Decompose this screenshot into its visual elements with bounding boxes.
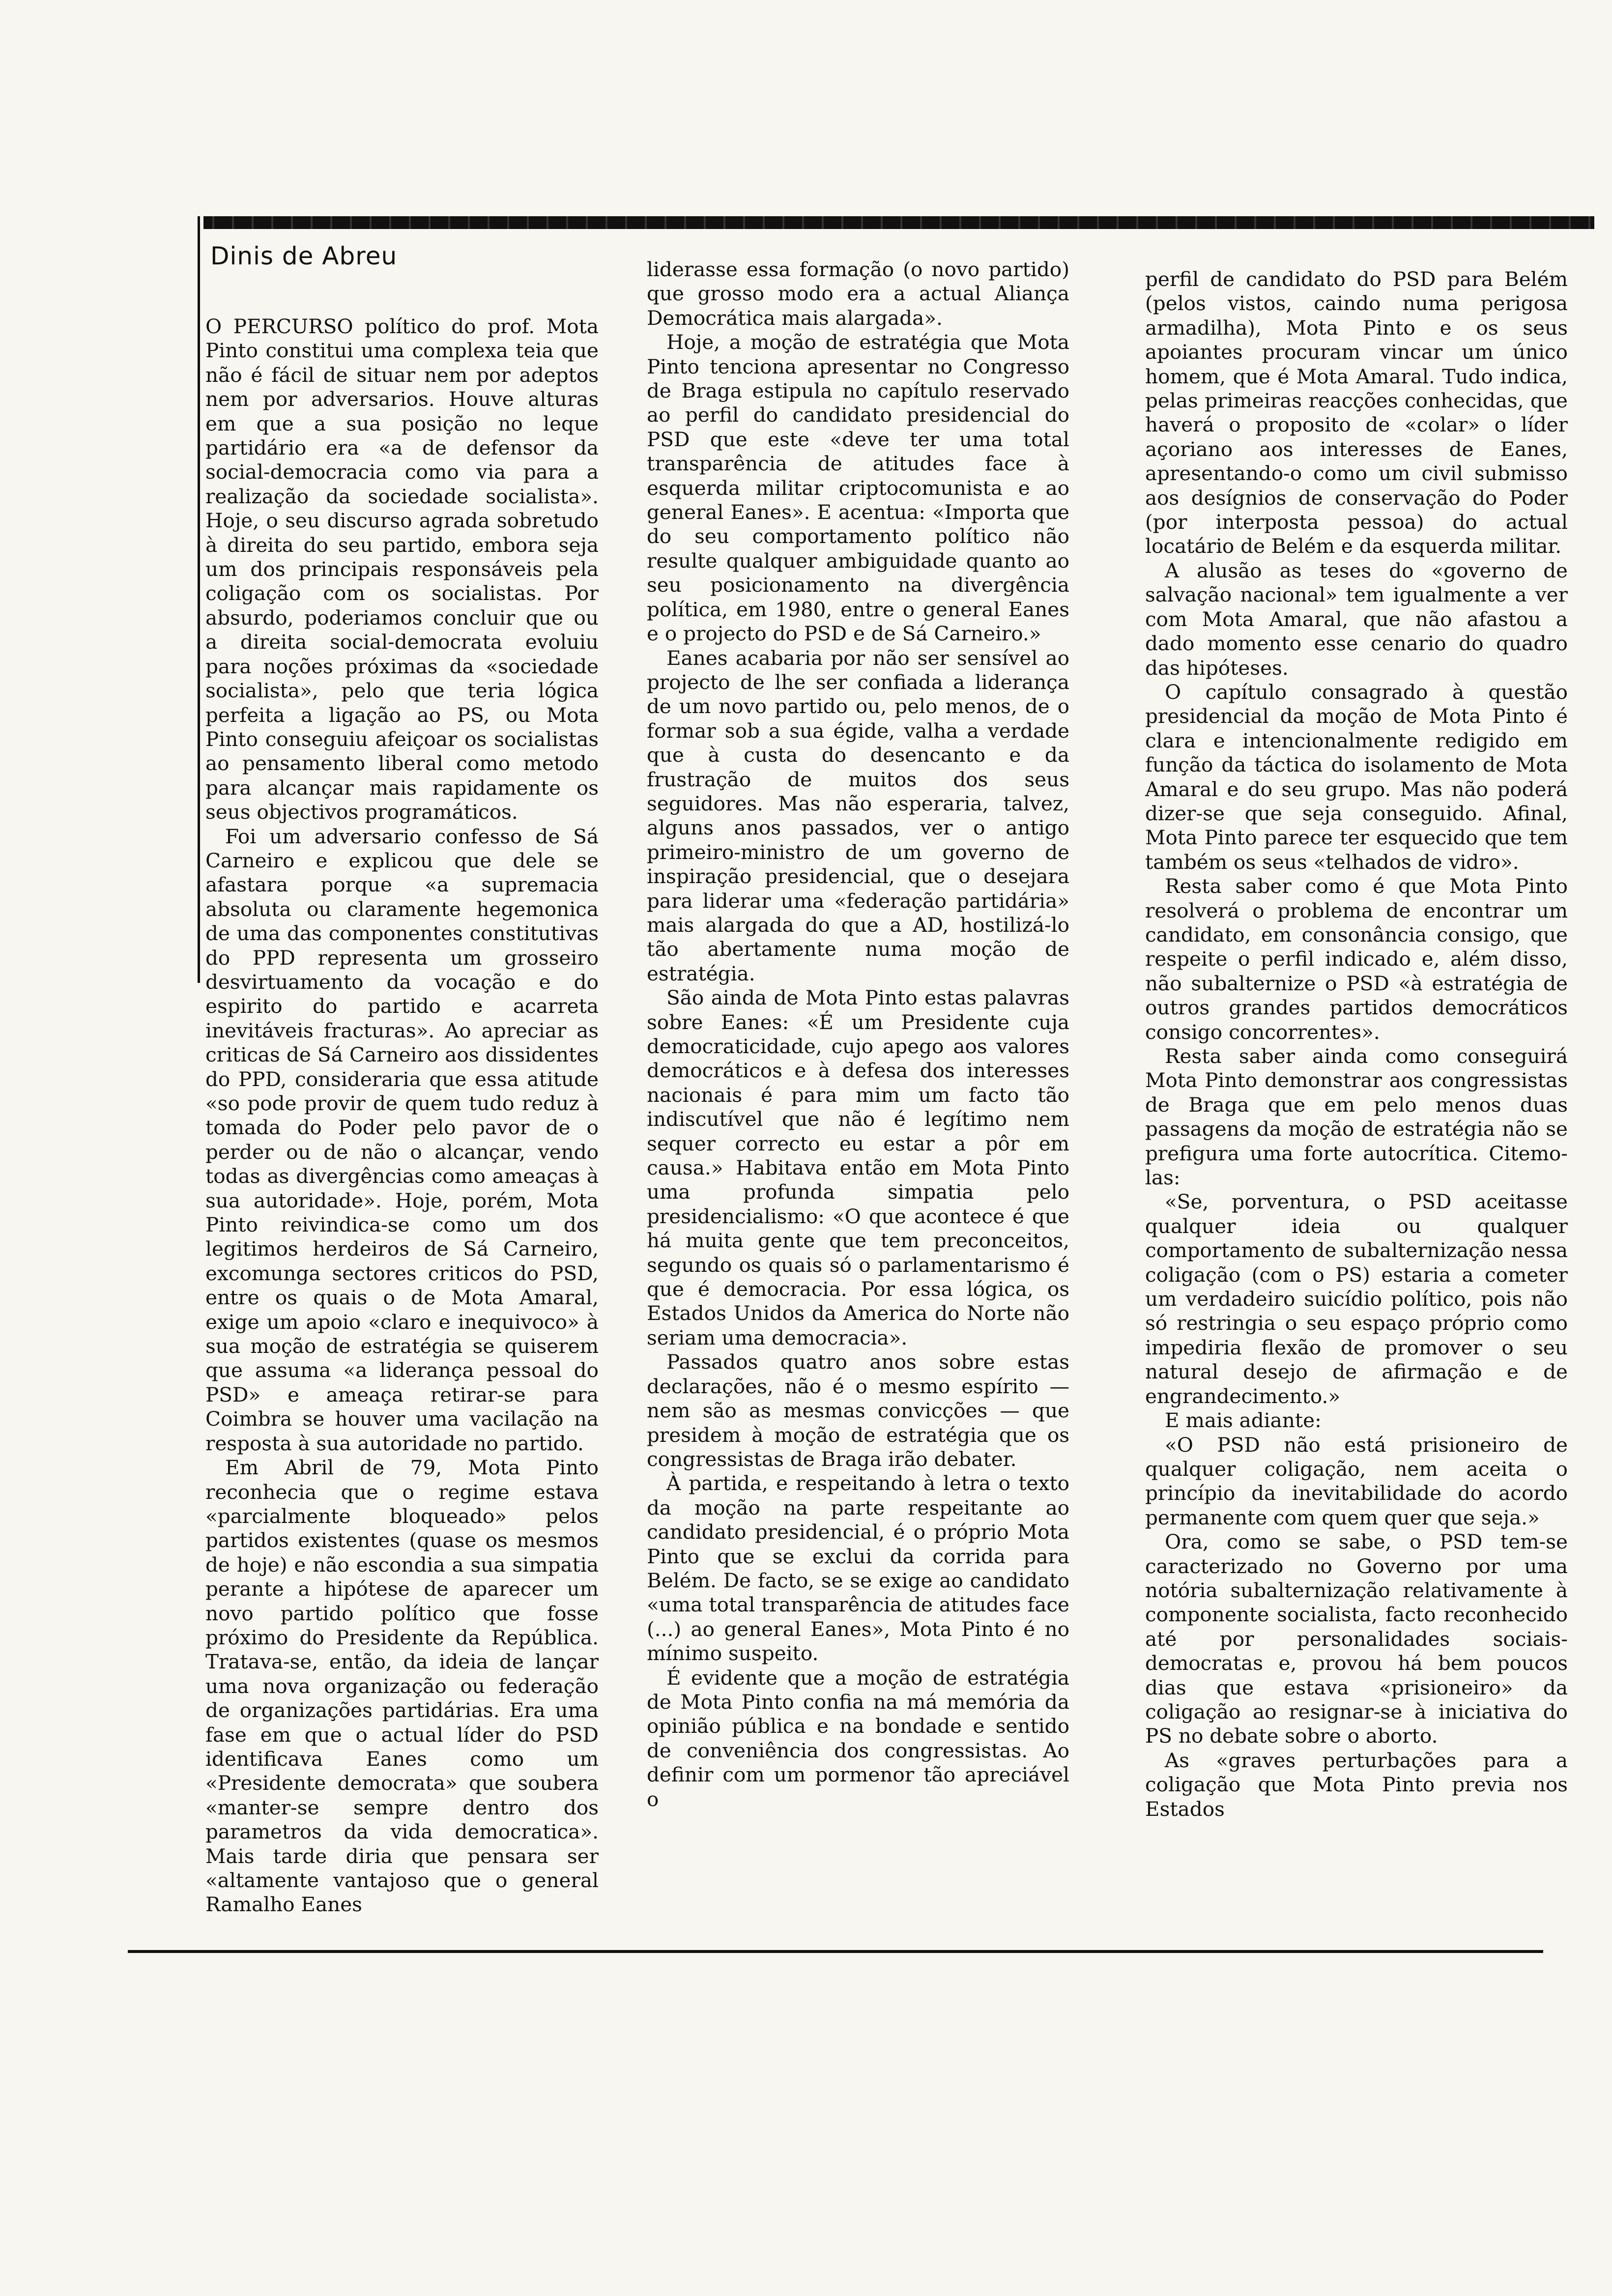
paragraph: Eanes acabaria por não ser sensível ao projecto de lhe ser confiada a liderança de um novo partido ou, pelo menos, de o formar sob a sua égide, valha a verdade que à custa do desencanto e da frustração de muitos dos seus seguidores. Mas não esperaria, talvez, alguns anos passados, ver o antigo primeiro-ministro de um governo de inspiração presidencial, que o desejara para liderar uma «federação partidária» mais alargada do que a AD, hostilizá-lo tão abertamente numa moção de estratégia. <box>647 646 1069 985</box>
top-rule <box>203 216 1594 229</box>
paragraph: As «graves perturbações para a coligação que Mota Pinto previa nos Estados <box>1145 1748 1568 1821</box>
paragraph: Passados quatro anos sobre estas declarações, não é o mesmo espírito — nem são as mesmas convicções — que presidem à moção de estratégia que os congressistas de Braga irão debater. <box>647 1350 1069 1471</box>
paragraph: Resta saber ainda como conseguirá Mota Pinto demonstrar aos congressistas de Braga que em pelo menos duas passagens da moção de estratégia não se prefigura uma forte autocrítica. Citemo-las: <box>1145 1044 1568 1190</box>
bottom-rule <box>128 1950 1543 1953</box>
paragraph: E mais adiante: <box>1165 1408 1322 1433</box>
paragraph: É evidente que a moção de estratégia de Mota Pinto confia na má memória da opinião pública e na bondade e sentido de conveniência dos congressistas. Ao definir com um pormenor tão apreciável o <box>647 1665 1069 1811</box>
paragraph: Ora, como se sabe, o PSD tem-se caracterizado no Governo por uma notória subalternização relativamente à componente socialista, facto reconhecido até por personalidades sociais-democratas e, provou há bem poucos dias que estava «prisioneiro» da coligação ao resignar-se à iniciativa do PS no debate sobre o aborto. <box>1145 1530 1568 1748</box>
paragraph: «Se, porventura, o PSD aceitasse qualquer ideia ou qualquer comportamento de subalternização nessa coligação (com o PS) estaria a cometer um verdadeiro suicídio político, pois não só restringia o seu espaço próprio como impediria flexão de promover o seu natural desejo de afirmação e de engrandecimento.» <box>1145 1190 1568 1408</box>
column-2 <box>647 258 1069 1811</box>
left-column-rule <box>198 216 200 983</box>
paragraph: Em Abril de 79, Mota Pinto reconhecia que o regime estava «parcialmente bloqueado» pelos partidos existentes (quase os mesmos de hoje) e não escondia a sua simpatia perante a hipótese de aparecer um novo partido político que fosse próximo do Presidente da República. Tratava-se, então, da ideia de lançar uma nova organização ou federação de organizações partidárias. Era uma fase em que o actual líder do PSD identificava Eanes como um «Presidente democrata» que soubera «manter-se sempre dentro dos parametros da vida democratica». Mais tarde diria que pensara ser «altamente vantajoso que o general Ramalho Eanes <box>205 1456 599 1917</box>
paragraph: Hoje, a moção de estratégia que Mota Pinto tenciona apresentar no Congresso de Braga estipula no capítulo reservado ao perfil do candidato presidencial do PSD que este «deve ter uma total transparência de atitudes face à esquerda militar criptocomunista e ao general Eanes». E acentua: «Importa que do seu comportamento político não resulte qualquer ambiguidade quanto ao seu posicionamento na divergência política, em 1980, entre o general Eanes e o projecto do PSD e de Sá Carneiro.» <box>647 330 1069 646</box>
paragraph: O PERCURSO político do prof. Mota Pinto constitui uma complexa teia que não é fácil de situar nem por adeptos nem por adversarios. Houve alturas em que a sua posição no leque partidário era «a de defensor da social-democracia como via para a realização da sociedade socialista». Hoje, o seu discurso agrada sobretudo à direita do seu partido, embora seja um dos principais responsáveis pela coligação com os socialistas. Por absurdo, poderiamos concluir que ou a direita social-democrata evoluiu para noções próximas da «sociedade socialista», pelo que teria lógica perfeita a ligação ao PS, ou Mota Pinto conseguiu afeiçoar os socialistas ao pensamento liberal como metodo para alcançar mais rapidamente os seus objectivos programáticos. <box>205 315 599 824</box>
paragraph: liderasse essa formação (o novo partido) que grosso modo era a actual Aliança Democrática mais alargada». <box>647 258 1069 330</box>
paragraph: Resta saber como é que Mota Pinto resolverá o problema de encontrar um candidato, em consonância consigo, que respeite o perfil indicado e, além disso, não subalternize o PSD «à estratégia de outros grandes partidos democráticos consigo concorrentes». <box>1145 874 1568 1044</box>
column-3 <box>1145 267 1568 1821</box>
paragraph: «O PSD não está prisioneiro de qualquer coligação, nem aceita o princípio da inevitabilidade do acordo permanente com quem quer que seja.» <box>1145 1433 1568 1529</box>
paragraph: À partida, e respeitando à letra o texto da moção na parte respeitante ao candidato presidencial, é o próprio Mota Pinto que se exclui da corrida para Belém. De facto, se se exige ao candidato «uma total transparência de atitudes face (...) ao general Eanes», Mota Pinto é no mínimo suspeito. <box>647 1471 1069 1665</box>
paragraph: perfil de candidato do PSD para Belém (pelos vistos, caindo numa perigosa armadilha), Mota Pinto e os seus apoiantes procuram vincar um único homem, que é Mota Amaral. Tudo indica, pelas primeiras reacções conhecidas, que haverá o proposito de «colar» o líder açoriano aos interesses de Eanes, apresentando-o como um civil submisso aos desígnios de conservação do Poder (por interposta pessoa) do actual locatário de Belém e da esquerda militar. <box>1145 267 1568 558</box>
paragraph: O capítulo consagrado à questão presidencial da moção de Mota Pinto é clara e intencionalmente redigido em função da táctica do isolamento de Mota Amaral e do seu grupo. Mas não poderá dizer-se que seja conseguido. Afinal, Mota Pinto parece ter esquecido que tem também os seus «telhados de vidro». <box>1145 680 1568 874</box>
paragraph: A alusão as teses do «governo de salvação nacional» tem igualmente a ver com Mota Amaral, que não afastou a dado momento esse cenario do quadro das hipóteses. <box>1145 558 1568 680</box>
byline: Dinis de Abreu <box>210 242 398 270</box>
paragraph: São ainda de Mota Pinto estas palavras sobre Eanes: «É um Presidente cuja democraticidade, cujo apego aos valores democráticos e à defesa dos interesses nacionais é para mim um facto tão indiscutível que não é legítimo nem sequer correcto eu estar a pôr em causa.» Habitava então em Mota Pinto uma profunda simpatia pelo presidencialismo: «O que acontece é que há muita gente que tem preconceitos, segundo os quais só o parlamentarismo é que é democracia. Por essa lógica, os Estados Unidos da America do Norte não seriam uma democracia». <box>647 986 1069 1349</box>
paragraph: Foi um adversario confesso de Sá Carneiro e explicou que dele se afastara porque «a supremacia absoluta ou claramente hegemonica de uma das componentes constitutivas do PPD representa um grosseiro desvirtuamento da vocação e do espirito do partido e acarreta inevitáveis fracturas». Ao apreciar as criticas de Sá Carneiro aos dissidentes do PPD, consideraria que essa atitude «so pode provir de quem tudo reduz à tomada do Poder pelo pavor de o perder ou de não o alcançar, vendo todas as divergências como ameaças à sua autoridade». Hoje, porém, Mota Pinto reivindica-se como um dos legitimos herdeiros de Sá Carneiro, excomunga sectores criticos do PSD, entre os quais o de Mota Amaral, exige um apoio «claro e inequivoco» à sua moção de estratégia se quiserem que assuma «a liderança pessoal do PSD» e ameaça retirar-se para Coimbra se houver uma vacilação na resposta à sua autoridade no partido. <box>205 824 599 1455</box>
column-1 <box>205 315 599 1917</box>
